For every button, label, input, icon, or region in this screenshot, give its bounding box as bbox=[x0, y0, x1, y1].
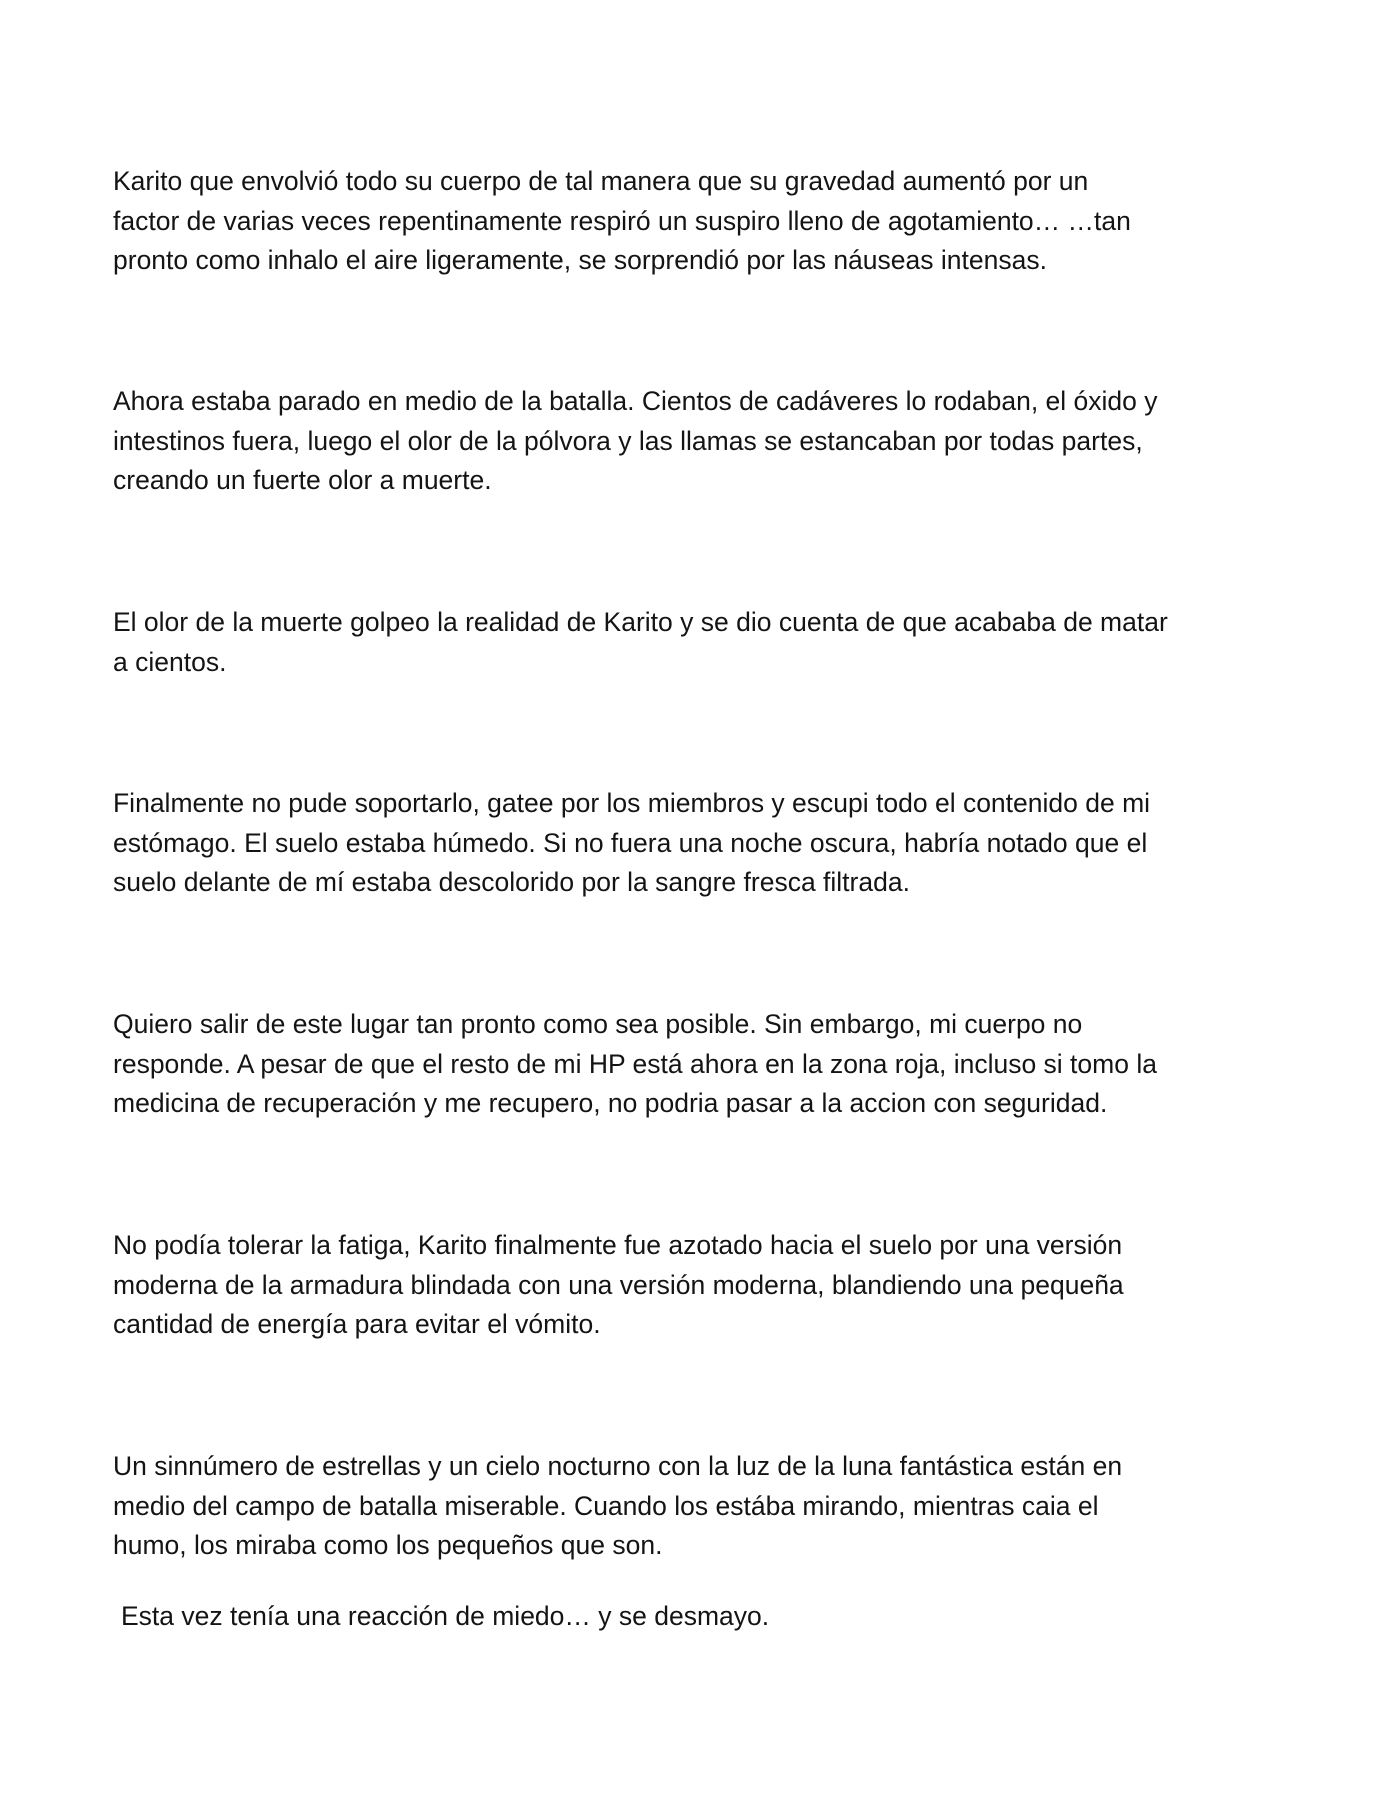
paragraph-line: intestinos fuera, luego el olor de la pólvora y las llamas se estancaban por todas partes, bbox=[113, 425, 1143, 456]
paragraph-line: factor de varias veces repentinamente respiró un suspiro lleno de agotamiento… …tan bbox=[113, 205, 1131, 236]
paragraph-line: estómago. El suelo estaba húmedo. Si no fuera una noche oscura, habría notado que el bbox=[113, 827, 1148, 858]
paragraph-line: suelo delante de mí estaba descolorido por la sangre fresca filtrada. bbox=[113, 867, 910, 897]
paragraph-line: a cientos. bbox=[113, 646, 227, 677]
paragraph-line: humo, los miraba como los pequeños que son. bbox=[113, 1530, 663, 1560]
paragraph-line: Un sinnúmero de estrellas y un cielo nocturno con la luz de la luna fantástica están en bbox=[113, 1451, 1123, 1481]
paragraph-line: pronto como inhalo el aire ligeramente, se sorprendió por las náuseas intensas. bbox=[113, 245, 1047, 275]
paragraph-3 bbox=[113, 603, 1293, 682]
paragraph-line: medio del campo de batalla miserable. Cuando los estába mirando, mientras caia el bbox=[113, 1490, 1099, 1521]
paragraph-line: Karito que envolvió todo su cuerpo de tal manera que su gravedad aumentó por un bbox=[113, 166, 1089, 196]
paragraph-line: moderna de la armadura blindada con una versión moderna, blandiendo una pequeña bbox=[113, 1269, 1124, 1300]
paragraph-line: Esta vez tenía una reacción de miedo… y se desmayo. bbox=[121, 1601, 770, 1631]
paragraph-1 bbox=[113, 162, 1293, 281]
paragraph-7 bbox=[113, 1447, 1293, 1566]
paragraph-line: creando un fuerte olor a muerte. bbox=[113, 465, 492, 495]
paragraph-8 bbox=[121, 1597, 1301, 1637]
paragraph-line: Ahora estaba parado en medio de la batalla. Cientos de cadáveres lo rodaban, el óxido y bbox=[113, 386, 1158, 416]
paragraph-line: Finalmente no pude soportarlo, gatee por los miembros y escupi todo el contenido de mi bbox=[113, 788, 1151, 818]
paragraph-4 bbox=[113, 784, 1293, 903]
paragraph-line: El olor de la muerte golpeo la realidad de Karito y se dio cuenta de que acababa de matar bbox=[113, 607, 1168, 637]
paragraph-line: Quiero salir de este lugar tan pronto como sea posible. Sin embargo, mi cuerpo no bbox=[113, 1009, 1083, 1039]
paragraph-6 bbox=[113, 1226, 1293, 1345]
paragraph-line: responde. A pesar de que el resto de mi HP está ahora en la zona roja, incluso si tomo la bbox=[113, 1048, 1157, 1079]
paragraph-line: medicina de recuperación y me recupero, no podria pasar a la accion con seguridad. bbox=[113, 1088, 1108, 1118]
paragraph-5 bbox=[113, 1005, 1293, 1124]
paragraph-line: No podía tolerar la fatiga, Karito finalmente fue azotado hacia el suelo por una versión bbox=[113, 1230, 1123, 1260]
paragraph-2 bbox=[113, 382, 1293, 501]
paragraph-line: cantidad de energía para evitar el vómito. bbox=[113, 1309, 601, 1339]
